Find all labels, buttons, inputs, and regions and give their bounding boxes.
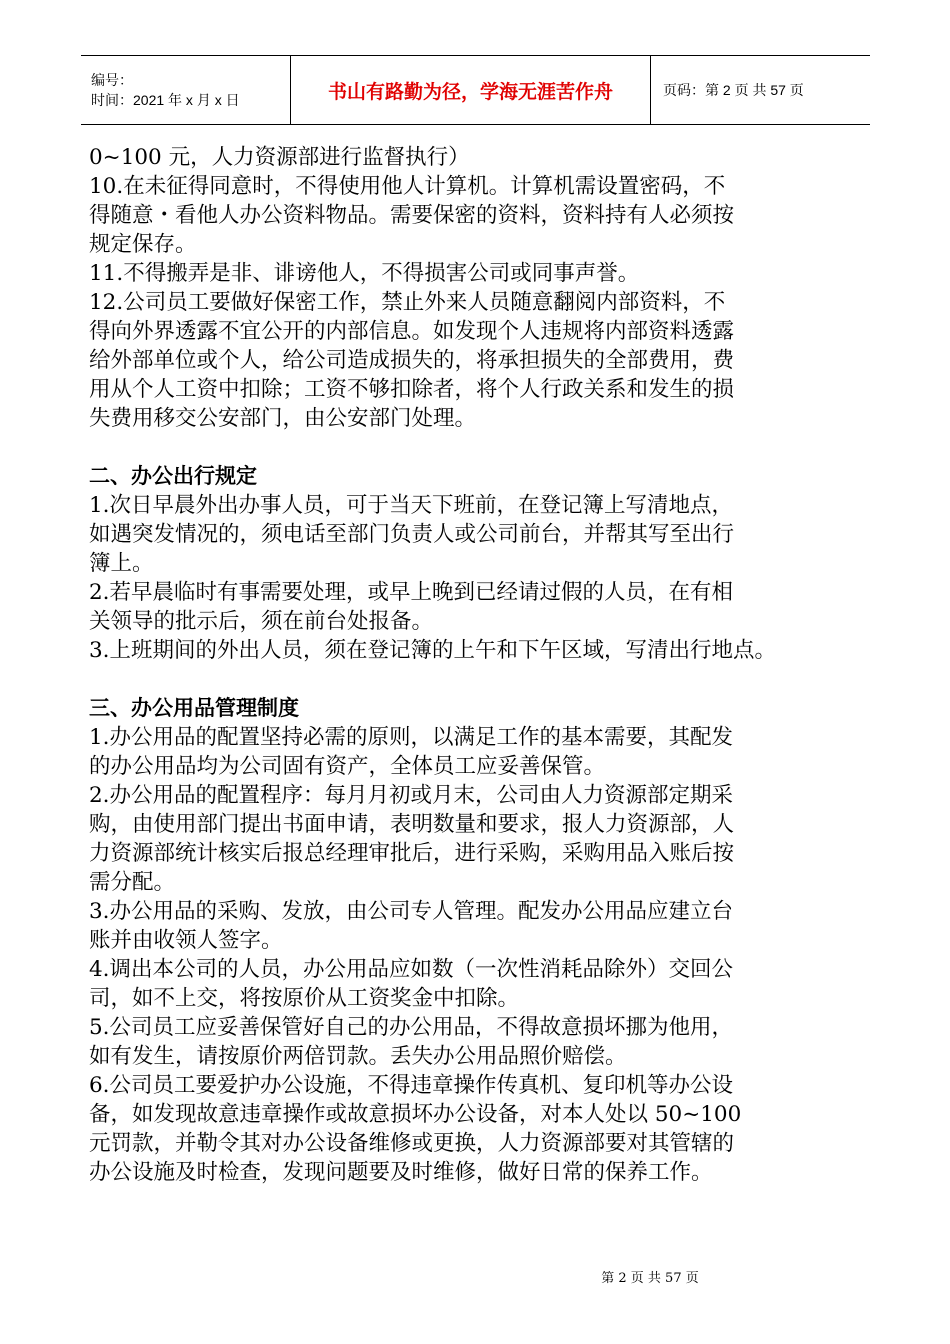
document-body [89, 143, 879, 1187]
body-line: 需分配。 [89, 870, 176, 895]
body-line: 3.办公用品的采购、发放，由公司专人管理。配发办公用品应建立台 [89, 899, 734, 924]
body-line: 12.公司员工要做好保密工作，禁止外来人员随意翻阅内部资料，不 [89, 290, 726, 315]
body-line: 如遇突发情况的，须电话至部门负责人或公司前台，并帮其写至出行 [89, 522, 735, 547]
body-line: 元罚款，并勒令其对办公设备维修或更换，人力资源部要对其管辖的 [89, 1131, 735, 1156]
body-line: 关领导的批示后，须在前台处报备。 [89, 609, 434, 634]
body-line: 0~100 元，人力资源部进行监督执行） [89, 145, 470, 170]
body-line: 1.次日早晨外出办事人员，可于当天下班前，在登记簿上写清地点， [89, 493, 734, 518]
body-line: 如有发生，请按原价两倍罚款。丢失办公用品照价赔偿。 [89, 1044, 627, 1069]
body-line: 5.公司员工应妥善保管好自己的办公用品，不得故意损坏挪为他用， [89, 1015, 734, 1040]
body-line: 6.公司员工要爱护办公设施，不得违章操作传真机、复印机等办公设 [89, 1073, 734, 1098]
body-line: 2.办公用品的配置程序：每月月初或月末，公司由人力资源部定期采 [89, 783, 734, 808]
body-line: 簿上。 [89, 551, 154, 576]
section-spacer [89, 433, 879, 462]
section-heading-travel: 二、办公出行规定 [89, 464, 257, 488]
body-line: 得向外界透露不宜公开的内部信息。如发现个人违规将内部资料透露 [89, 319, 735, 344]
header-meta [81, 56, 291, 124]
body-line: 购，由使用部门提出书面申请，表明数量和要求，报人力资源部，人 [89, 812, 735, 837]
body-line: 失费用移交公安部门，由公安部门处理。 [89, 406, 477, 431]
document-date: 时间：2021 年 x 月 x 日 [91, 92, 240, 108]
page-header [81, 55, 870, 125]
body-line: 4.调出本公司的人员，办公用品应如数（一次性消耗品除外）交回公 [89, 957, 734, 982]
section-spacer [89, 665, 879, 694]
body-line: 2.若早晨临时有事需要处理，或早上晚到已经请过假的人员，在有相 [89, 580, 734, 605]
body-line: 10.在未征得同意时，不得使用他人计算机。计算机需设置密码，不 [89, 174, 726, 199]
header-page-info-cell [651, 56, 870, 124]
body-line: 备，如发现故意违章操作或故意损坏办公设备，对本人处以 50~100 [89, 1102, 742, 1127]
header-motto-cell [291, 56, 651, 124]
body-line: 力资源部统计核实后报总经理审批后，进行采购，采购用品入账后按 [89, 841, 735, 866]
document-number-label: 编号： [91, 72, 133, 88]
section-heading-supplies: 三、办公用品管理制度 [89, 696, 299, 720]
body-line: 给外部单位或个人，给公司造成损失的，将承担损失的全部费用，费 [89, 348, 735, 373]
body-line: 规定保存。 [89, 232, 197, 257]
body-line: 账并由收领人签字。 [89, 928, 283, 953]
body-line: 办公设施及时检查，发现问题要及时维修，做好日常的保养工作。 [89, 1160, 713, 1185]
body-line: 11.不得搬弄是非、诽谤他人，不得损害公司或同事声誉。 [89, 261, 640, 286]
body-line: 3.上班期间的外出人员，须在登记簿的上午和下午区域，写清出行地点。 [89, 638, 777, 663]
footer-page-number: 第 2 页 共 57 页 [601, 1271, 699, 1286]
page-footer [0, 1267, 950, 1286]
body-line: 用从个人工资中扣除；工资不够扣除者，将个人行政关系和发生的损 [89, 377, 735, 402]
body-line: 的办公用品均为公司固有资产，全体员工应妥善保管。 [89, 754, 606, 779]
body-line: 得随意・看他人办公资料物品。需要保密的资料，资料持有人必须按 [89, 203, 735, 228]
header-motto: 书山有路勤为径，学海无涯苦作舟 [327, 80, 613, 103]
header-page-info: 页码：第 2 页 共 57 页 [663, 82, 804, 98]
body-line: 1.办公用品的配置坚持必需的原则，以满足工作的基本需要，其配发 [89, 725, 734, 750]
body-line: 司，如不上交，将按原价从工资奖金中扣除。 [89, 986, 520, 1011]
